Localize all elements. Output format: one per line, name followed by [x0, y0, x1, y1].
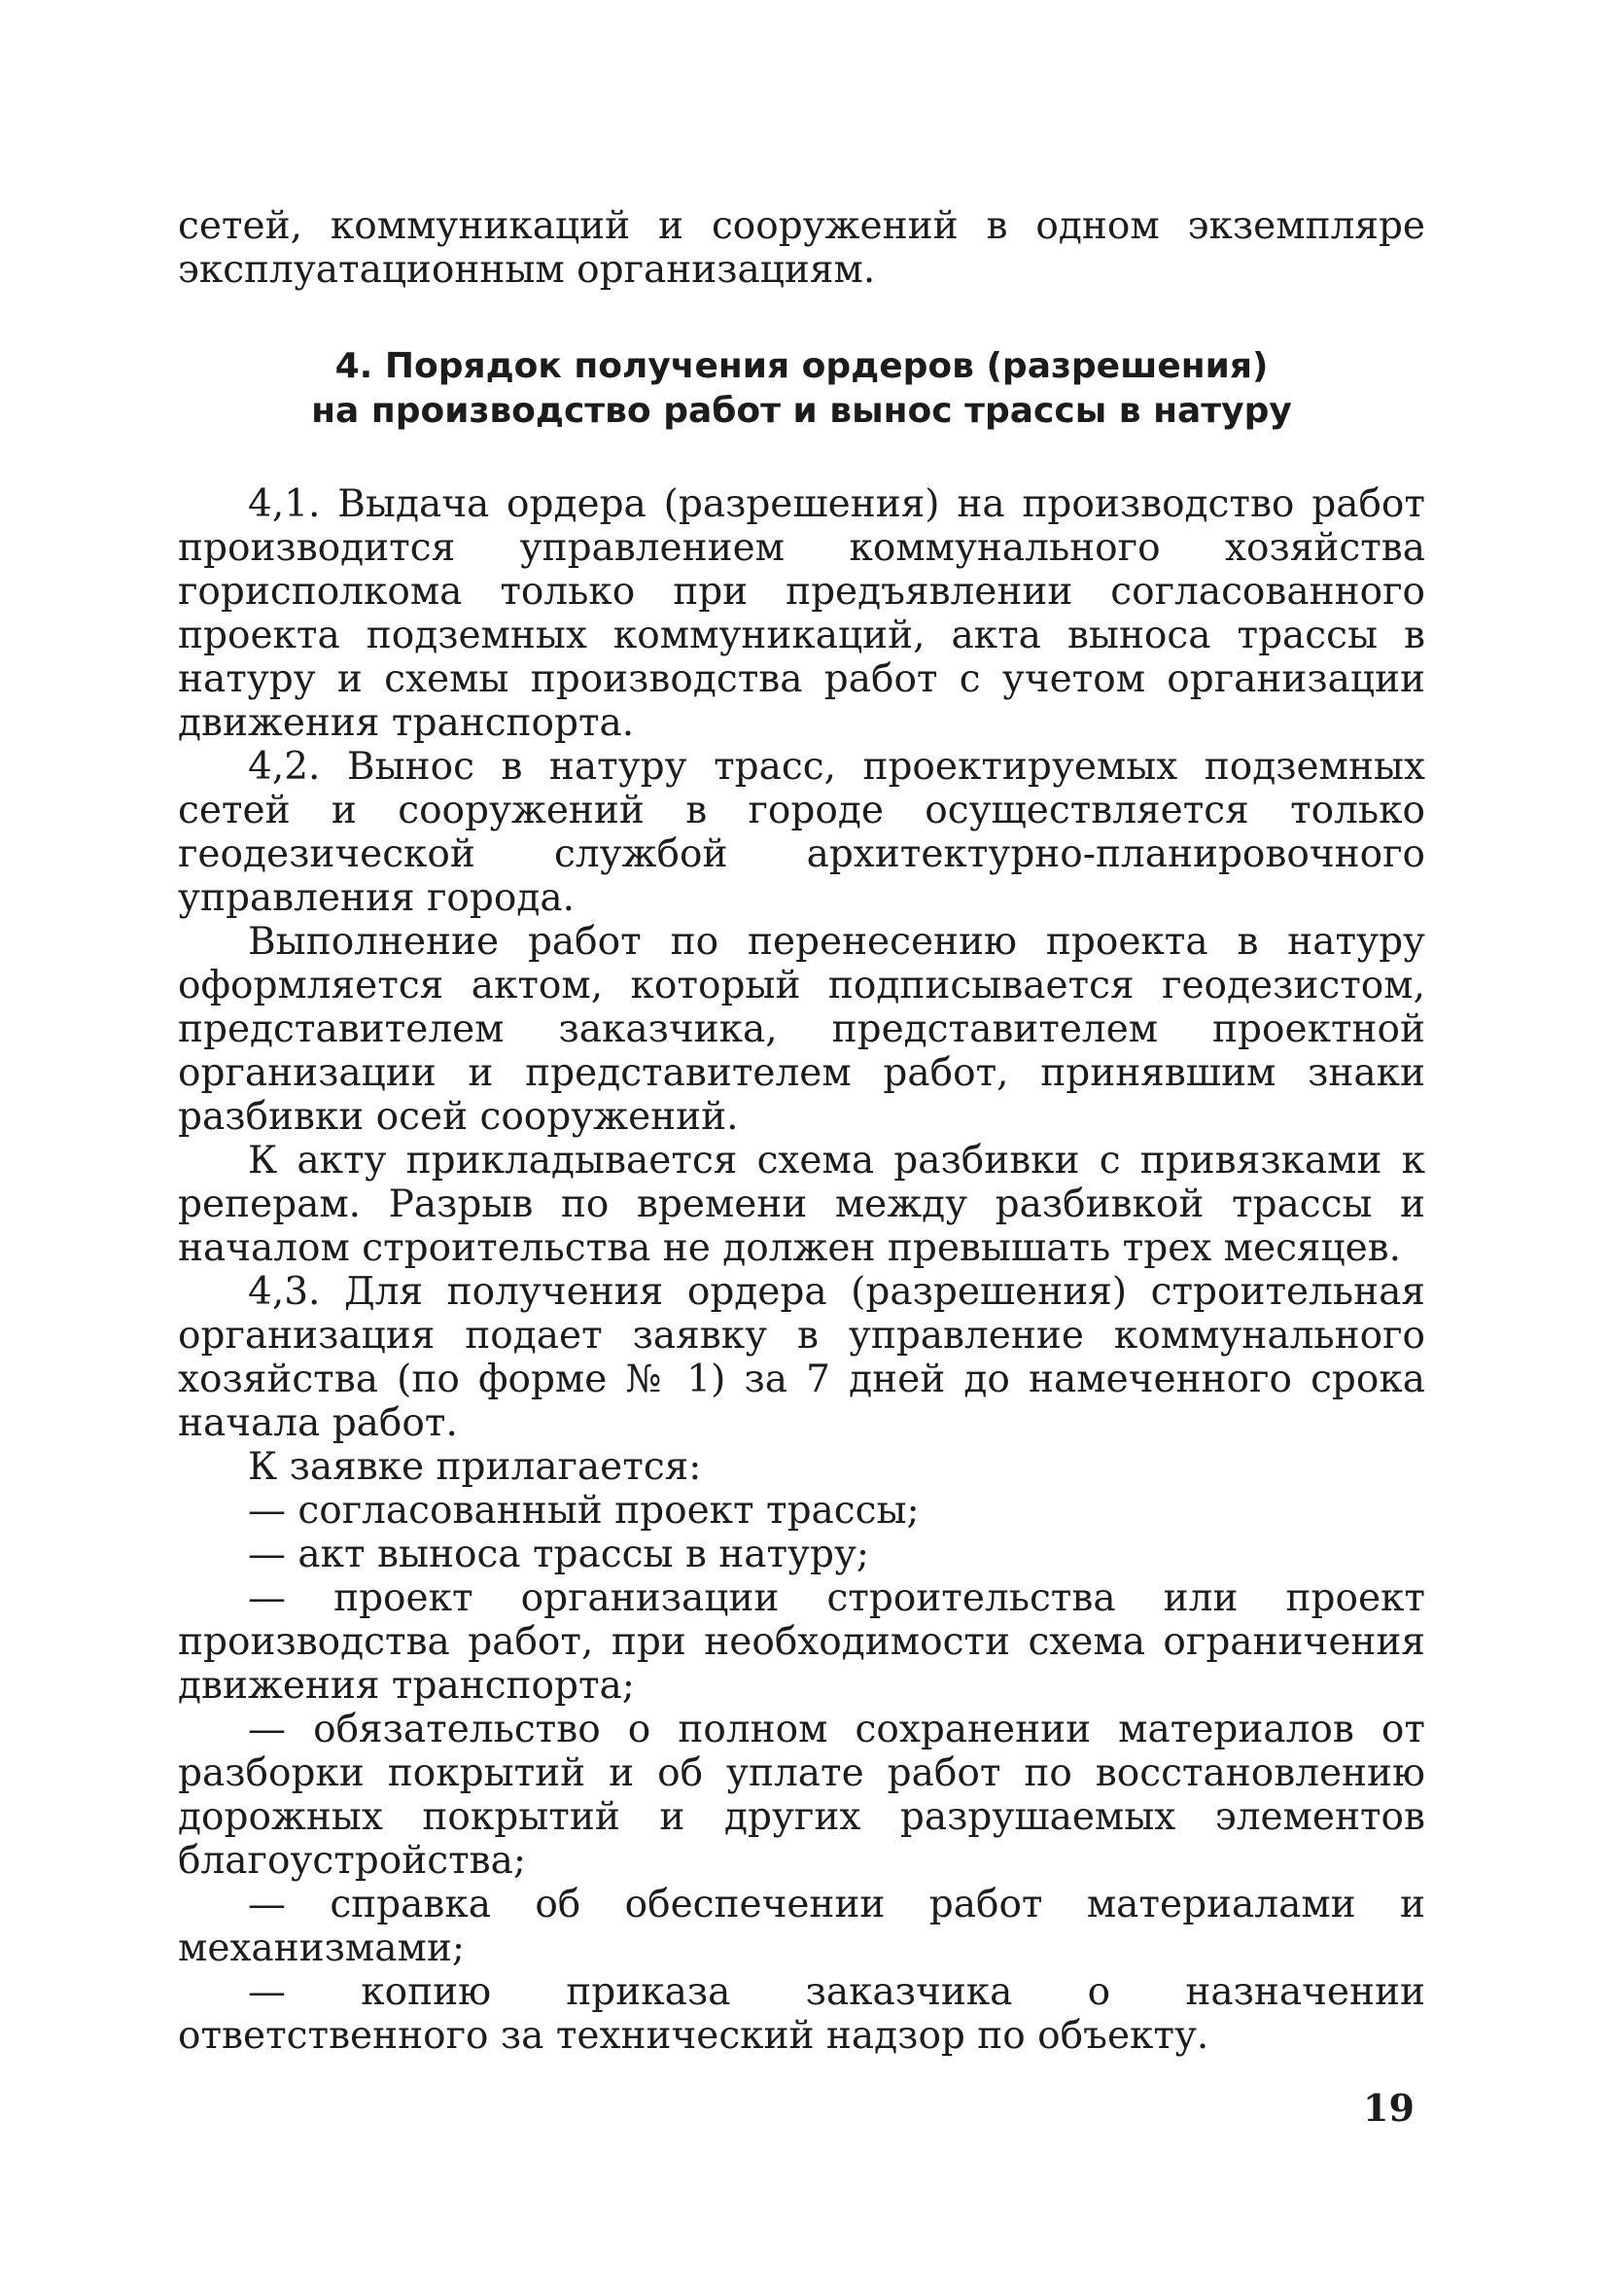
- section-title-line-1: 4. Порядок получения ордеров (разрешения): [334, 346, 1269, 386]
- attachments-list: [178, 1489, 1425, 2058]
- section-heading: [178, 344, 1425, 434]
- attachment-item: — проект организации строительства или проект производства работ, при необходимости схема ограничения движения транспорта;: [178, 1576, 1425, 1708]
- paragraph-4-2: 4,2. Вынос в натуру трасс, проектируемых подземных сетей и сооружений в городе осуществляется только геодезической службой архитектурно-планировочного управления города.: [178, 745, 1425, 920]
- paragraph-scheme: К акту прикладывается схема разбивки с привязками к реперам. Разрыв по времени между разбивкой трассы и началом строительства не должен превышать трех месяцев.: [178, 1139, 1425, 1270]
- continuation-paragraph: сетей, коммуникаций и сооружений в одном экземпляре эксплуатационным организациям.: [178, 204, 1425, 292]
- section-title-line-2: на производство работ и вынос трассы в натуру: [311, 391, 1292, 431]
- attachment-item: — справка об обеспечении работ материалами и механизмами;: [178, 1883, 1425, 1970]
- page-number: 19: [1363, 2086, 1415, 2130]
- attachment-item: — согласованный проект трассы;: [248, 1489, 920, 1533]
- paragraph-execution: Выполнение работ по перенесению проекта в натуру оформляется актом, который подписывается геодезистом, представителем заказчика, представителем проектной организации и представителем работ, принявшим знаки разбивки осей сооружений.: [178, 920, 1425, 1139]
- paragraph-4-3: 4,3. Для получения ордера (разрешения) строительная организация подает заявку в управление коммунального хозяйства (по форме № 1) за 7 дней до намеченного срока начала работ.: [178, 1270, 1425, 1445]
- attachment-item: — обязательство о полном сохранении материалов от разборки покрытий и об уплате работ по восстановлению дорожных покрытий и других разрушаемых элементов благоустройства;: [178, 1708, 1425, 1883]
- attachment-item: — копию приказа заказчика о назначении ответственного за технический надзор по объекту.: [178, 1970, 1425, 2058]
- document-page: [178, 204, 1425, 2058]
- paragraph-4-1: 4,1. Выдача ордера (разрешения) на производство работ производится управлением коммунального хозяйства горисполкома только при предъявлении согласованного проекта подземных коммуникаций, акта выноса трассы в натуру и схемы производства работ с учетом организации движения транспорта.: [178, 482, 1425, 745]
- attachment-item: — акт выноса трассы в натуру;: [248, 1533, 870, 1576]
- paragraph-attached-intro: К заявке прилагается:: [248, 1445, 702, 1489]
